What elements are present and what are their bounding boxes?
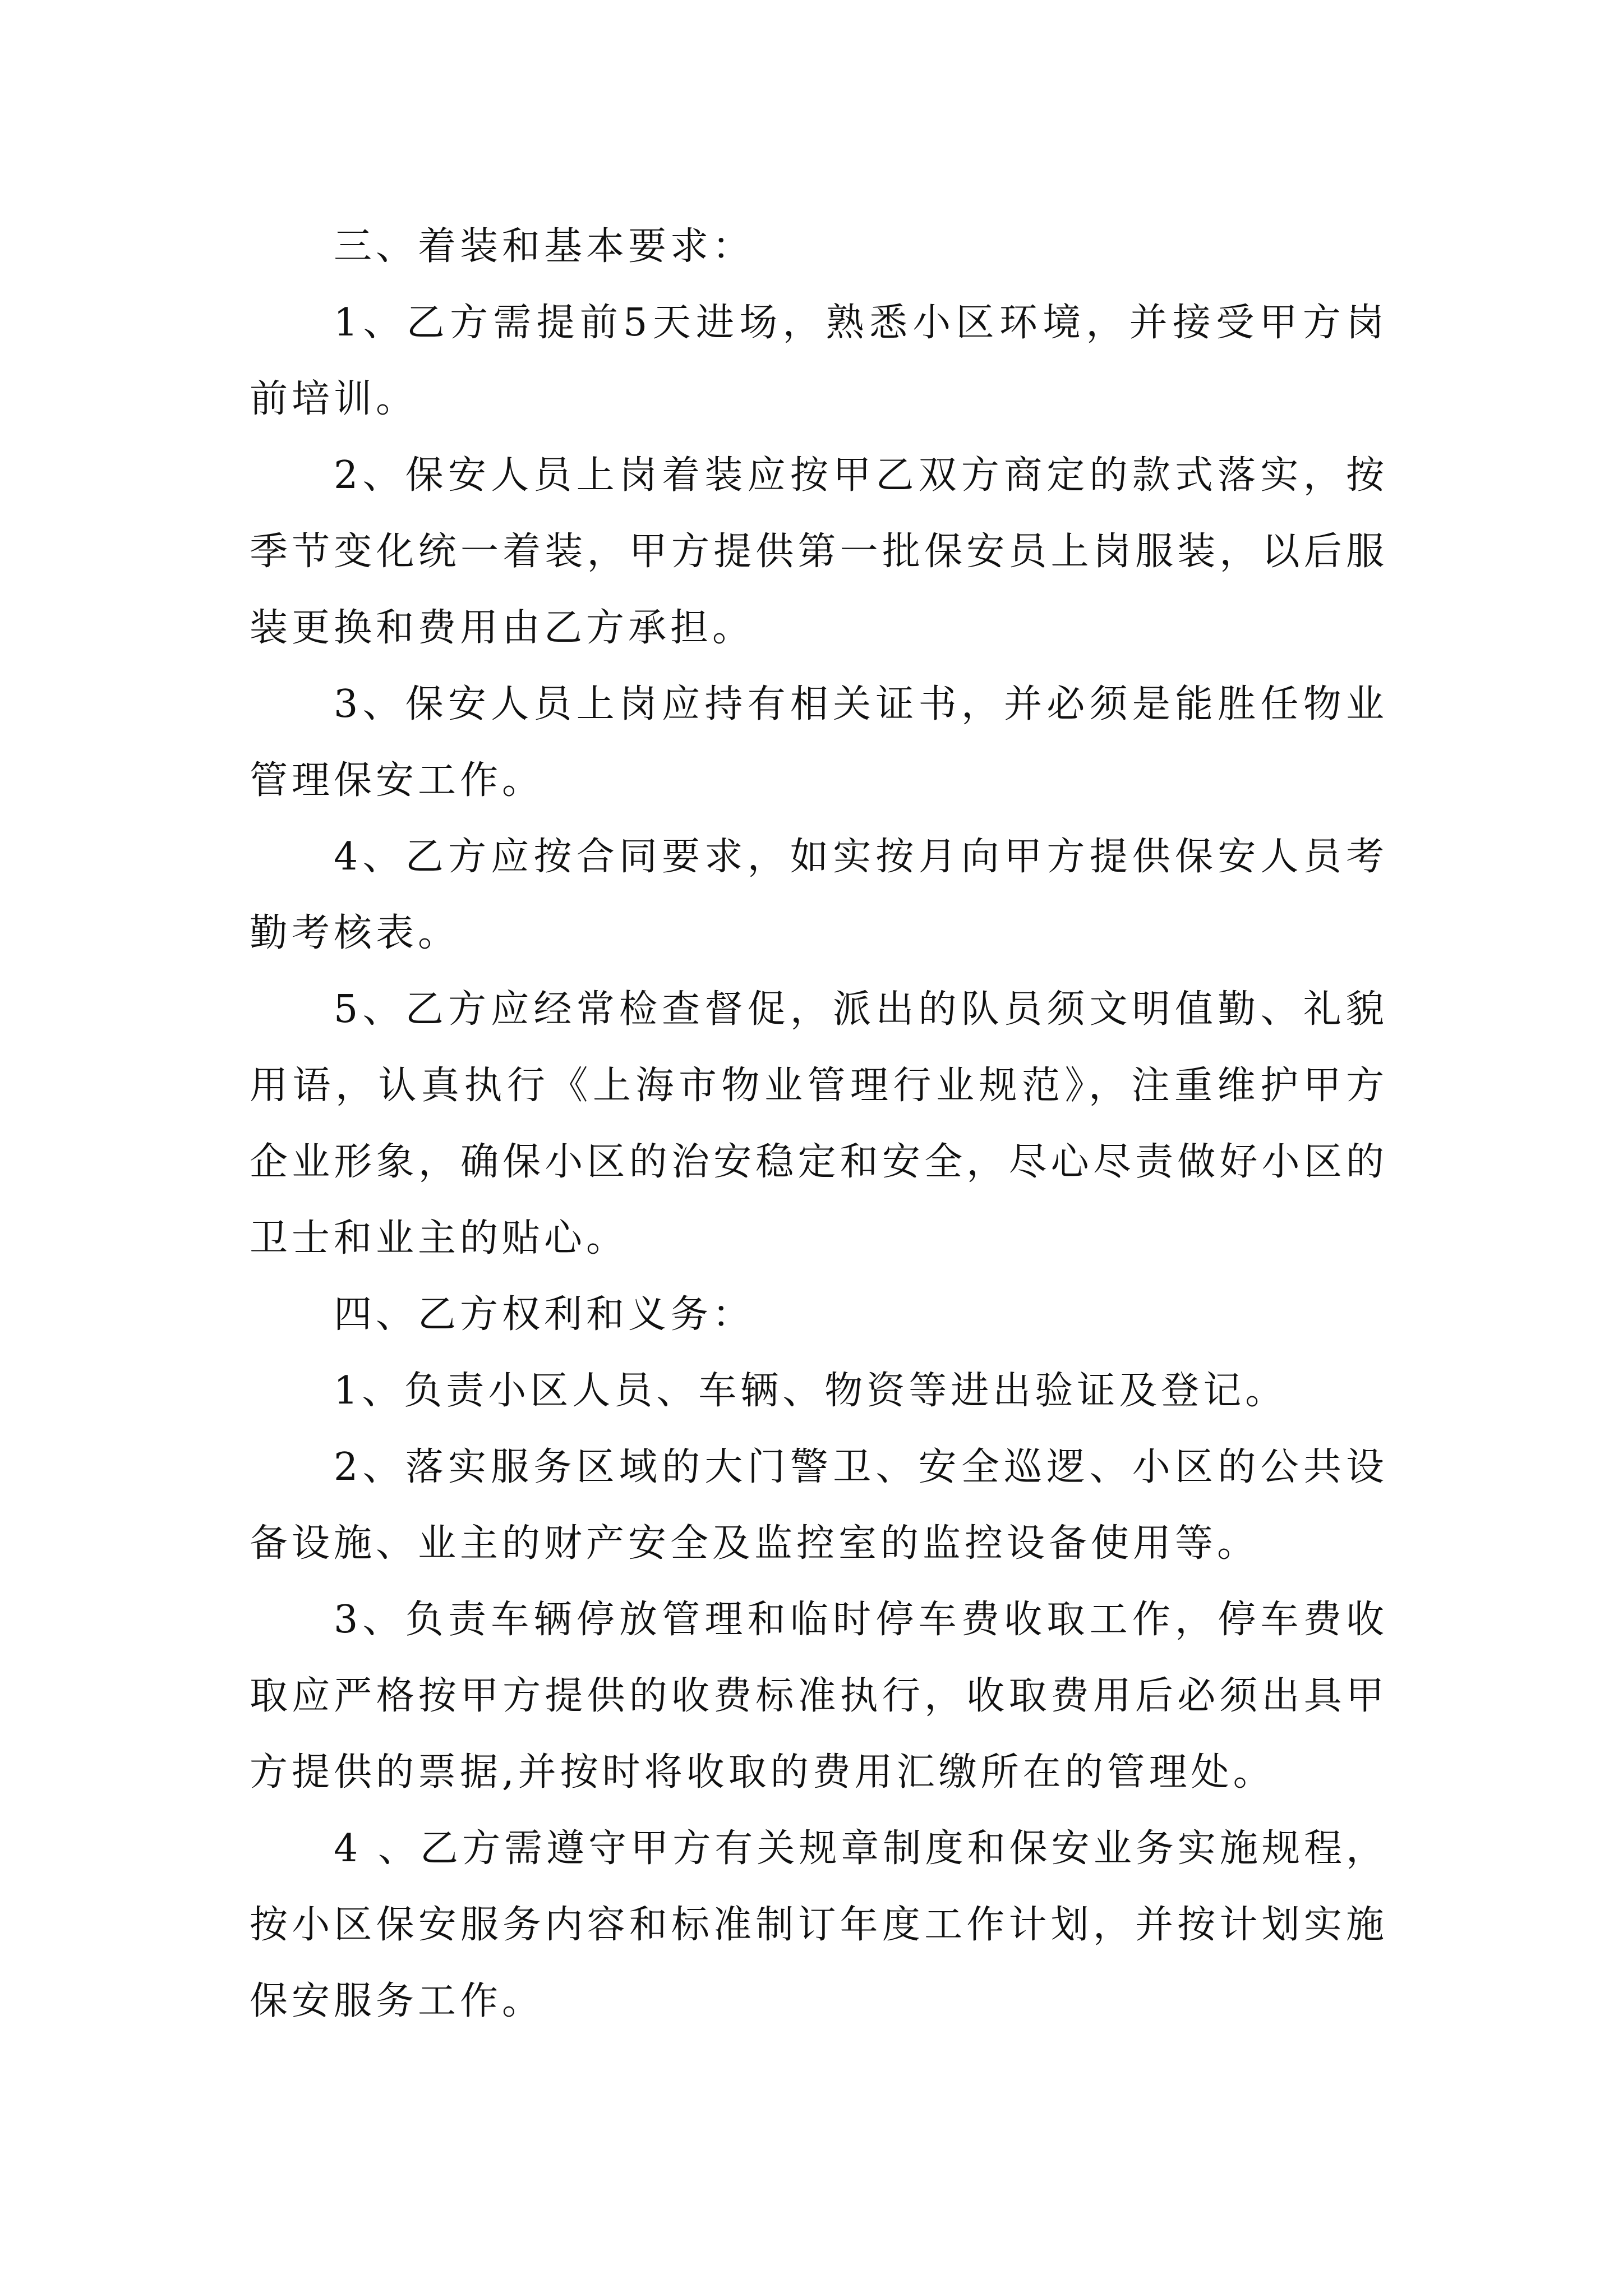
paragraph-item-1: 1、乙方需提前5天进场，熟悉小区环境，并接受甲方岗前培训。 <box>250 301 1388 421</box>
paragraph-item-1: 1、负责小区人员、车辆、物资等进出验证及登记。 <box>334 1369 1288 1413</box>
paragraph-item-4: 4、乙方应按合同要求，如实按月向甲方提供保安人员考勤考核表。 <box>250 835 1388 955</box>
section-heading-dress-requirements: 三、着装和基本要求： <box>334 224 755 269</box>
paragraph-item-2: 2、保安人员上岗着装应按甲乙双方商定的款式落实，按季节变化统一着装，甲方提供第一批保安员上岗服装，以后服装更换和费用由乙方承担。 <box>250 453 1388 650</box>
paragraph-item-2: 2、落实服务区域的大门警卫、安全巡逻、小区的公共设备设施、业主的财产安全及监控室的监控设备使用等。 <box>250 1445 1388 1566</box>
paragraph-item-5: 5、乙方应经常检查督促，派出的队员须文明值勤、礼貌用语，认真执行《上海市物业管理行业规范》，注重维护甲方企业形象，确保小区的治安稳定和安全，尽心尽责做好小区的卫士和业主的贴心。 <box>250 987 1388 1260</box>
paragraph-item-3: 3、保安人员上岗应持有相关证书，并必须是能胜任物业管理保安工作。 <box>250 682 1388 803</box>
section-heading-rights-obligations: 四、乙方权利和义务： <box>334 1292 755 1337</box>
paragraph-item-4: 4 、乙方需遵守甲方有关规章制度和保安业务实施规程，按小区保安服务内容和标准制订年度工作计划，并按计划实施保安服务工作。 <box>250 1826 1388 2023</box>
paragraph-item-3: 3、负责车辆停放管理和临时停车费收取工作，停车费收取应严格按甲方提供的收费标准执行，收取费用后必须出具甲方提供的票据,并按时将收取的费用汇缴所在的管理处。 <box>250 1598 1388 1795</box>
document-body <box>250 209 1388 2040</box>
